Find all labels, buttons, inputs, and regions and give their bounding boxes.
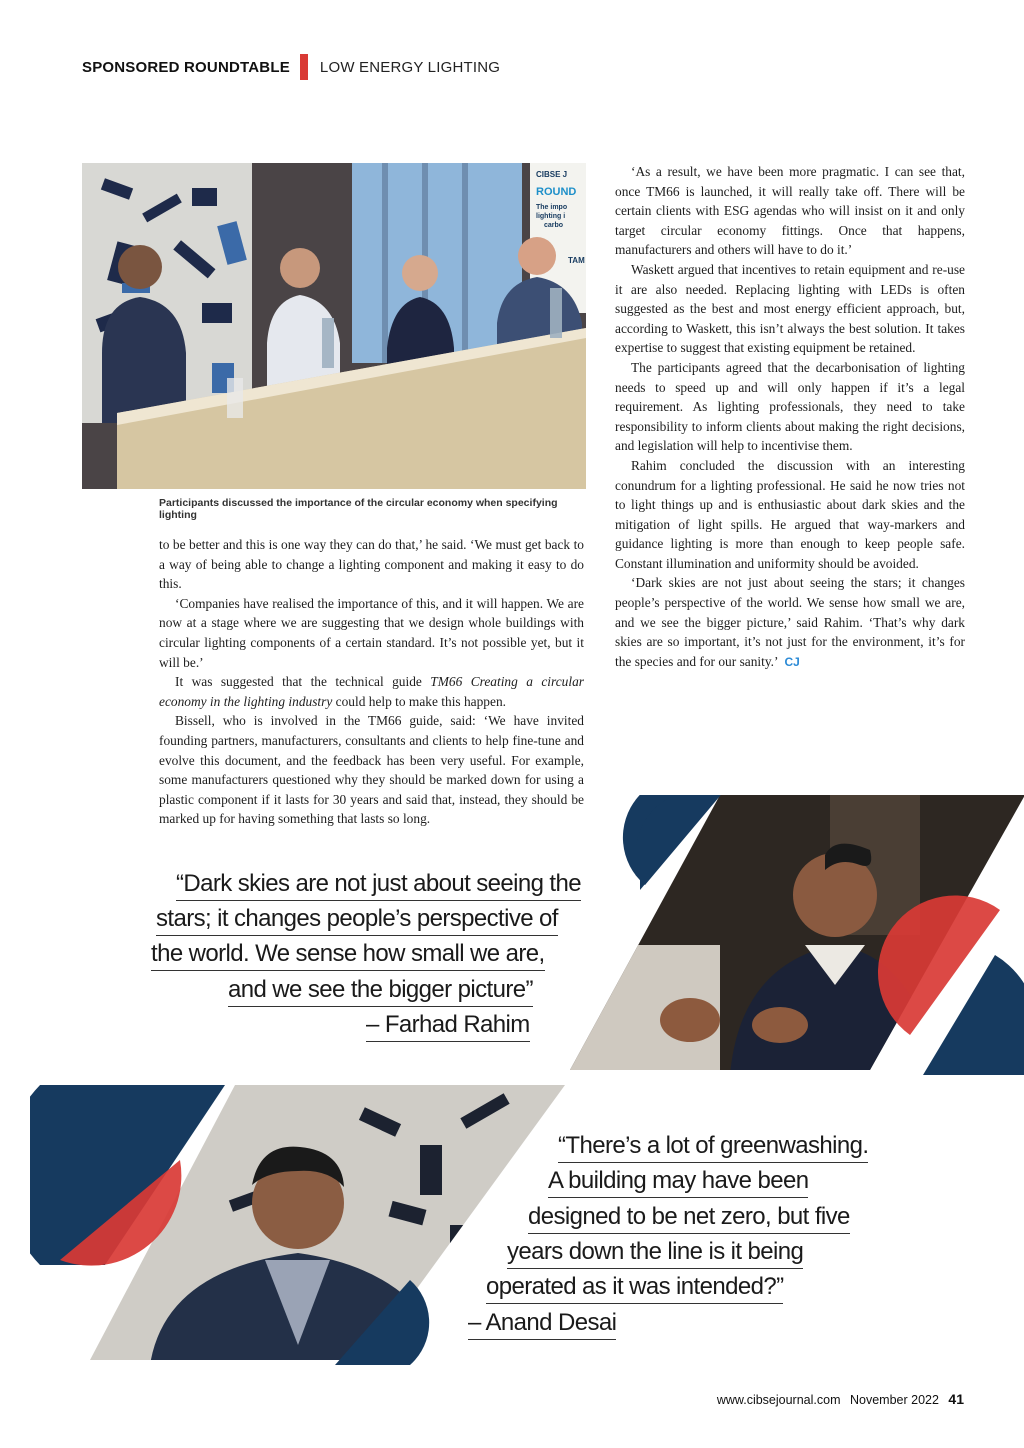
section-label: SPONSORED ROUNDTABLE xyxy=(82,58,290,76)
quote-line: the world. We sense how small we are, xyxy=(151,940,545,971)
paragraph: Rahim concluded the discussion with an interesting conundrum for a lighting professional. He said he now tries not to light things up and is enthusiastic about dark skies and the mitigation of light spills. He argued that way-markers and guidance lighting is more than enough to keep people safe. Constant illumination and uniformity should be avoided. xyxy=(615,457,965,571)
body-column-right xyxy=(615,162,965,672)
end-mark: CJ xyxy=(784,654,800,669)
paragraph-text: could help to make this happen. xyxy=(335,693,506,709)
quote-line: “Dark skies are not just about seeing the xyxy=(176,870,581,901)
banner-text-2: ROUND xyxy=(536,186,577,198)
quote-line: A building may have been xyxy=(548,1167,808,1198)
banner-text-1: CIBSE J xyxy=(536,170,568,179)
page-number: 41 xyxy=(948,1391,964,1407)
body-column-left xyxy=(159,535,584,829)
paragraph xyxy=(159,672,584,711)
paragraph: The participants agreed that the decarbonisation of lighting needs to speed up and will only happen if it’s a legal requirement. As lighting professionals, they need to take responsibility to inform clients about making the right decisions, and legislation will help to incentivise them. xyxy=(615,359,965,454)
guide-title: TM66 Creating a circular economy in the lighting industry xyxy=(159,674,584,709)
paragraph: Waskett argued that incentives to retain equipment and re-use it are also needed. Replacing lighting with LEDs is often suggested as the best and most energy efficient approach, but, according to Waskett, this isn’t always the best solution. It takes expertise to suggest that existing equipment be retained. xyxy=(615,261,965,356)
quote-line: operated as it was intended?” xyxy=(486,1273,783,1304)
quote-attribution: – Anand Desai xyxy=(468,1309,616,1340)
header-divider-bar xyxy=(300,54,308,80)
paragraph: ‘As a result, we have been more pragmatic. I can see that, once TM66 is launched, it will really take off. There will be certain clients with ESG agendas who will insist on it and only target circular economy fittings. Once that happens, manufacturers and others will have to do it.’ xyxy=(615,164,965,258)
banner-text-4: lighting i xyxy=(536,213,566,220)
quote-line: designed to be net zero, but five xyxy=(528,1203,850,1234)
paragraph-text: ‘Dark skies are not just about seeing the stars; it changes people’s perspective of the world. We sense how small we are, and we see the bigger picture,’ said Rahim. ‘That’s why dark skies are so important, it’s not just for the environment, it’s for the species and for our sanity.’ xyxy=(615,575,965,669)
page-footer xyxy=(717,1391,964,1407)
paragraph: ‘Companies have realised the importance of this, and it will happen. We are now at a stage where we are suggesting that we design whole buildings with circular lighting components of a certain standard. It’s not possible yet, but it will be.’ xyxy=(159,595,584,670)
paragraph-text: It was suggested that the technical guide xyxy=(175,674,422,690)
banner-text-6: TAM xyxy=(568,256,585,265)
footer-issue: November 2022 xyxy=(849,1393,939,1407)
quote-line: and we see the bigger picture” xyxy=(228,976,533,1007)
quote-line: “There’s a lot of greenwashing. xyxy=(558,1132,868,1163)
paragraph xyxy=(615,573,965,672)
topic-label: LOW ENERGY LIGHTING xyxy=(319,58,501,76)
quote-line: years down the line is it being xyxy=(507,1238,803,1269)
panel-photo xyxy=(82,163,586,489)
desai-photo xyxy=(30,1085,570,1365)
paragraph: Bissell, who is involved in the TM66 guide, said: ‘We have invited founding partners, manufacturers, consultants and clients to help fine-tune and evolve this document, and the feedback has been very useful. For example, some manufacturers questioned why they should be marked down for using a plastic component if it lasts for 30 years and said that, instead, they should be marked up for having something that lasts so long. xyxy=(159,713,584,827)
quote-line: stars; it changes people’s perspective of xyxy=(156,905,558,936)
rahim-photo-illustration xyxy=(570,795,1024,1075)
page-header xyxy=(82,54,500,80)
banner-text-3: The impo xyxy=(536,204,568,211)
footer-url: www.cibsejournal.com xyxy=(716,1393,841,1407)
panel-photo-illustration xyxy=(82,163,586,489)
photo-caption: Participants discussed the importance of the circular economy when specifying lighting xyxy=(159,497,558,521)
paragraph: to be better and this is one way they can do that,’ he said. ‘We must get back to a way of being able to change a lighting component and making it easy to do this. xyxy=(159,537,584,592)
quote-attribution: – Farhad Rahim xyxy=(366,1011,530,1042)
desai-photo-illustration xyxy=(30,1085,570,1365)
rahim-photo xyxy=(570,795,1024,1075)
banner-text-5: carbo xyxy=(544,222,564,229)
